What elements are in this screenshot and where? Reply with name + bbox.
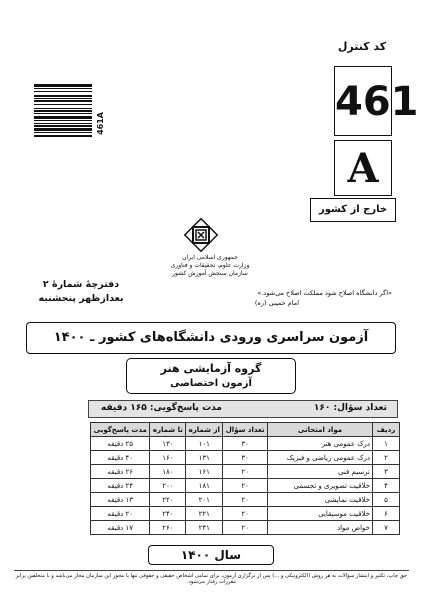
exam-subtitle: آزمون اختصاصی: [170, 378, 252, 389]
org-line-1: جمهوری اسلامی ایران: [182, 254, 238, 261]
cell-question-count: ۲۰: [223, 479, 268, 493]
table-row: [91, 437, 400, 451]
cell-question-count: ۳۰: [223, 451, 268, 465]
cell-row-number: ۷: [373, 521, 400, 535]
cell-row-number: ۴: [373, 479, 400, 493]
cell-to: ۲۶۰: [150, 521, 186, 535]
header-duration: مدت پاسخ‌گویی: [91, 423, 150, 437]
quote-author: امام خمینی (ره): [254, 299, 300, 307]
cell-to: ۱۶۰: [150, 451, 186, 465]
cell-to: ۲۴۰: [150, 507, 186, 521]
table-row: [91, 451, 400, 465]
cell-from: ۲۰۱: [186, 493, 223, 507]
cell-subject: خواص مواد: [268, 521, 373, 535]
cell-to: ۱۸۰: [150, 465, 186, 479]
year-label: سال ۱۴۰۰: [180, 548, 242, 562]
region-box: [310, 198, 396, 222]
cell-subject: ترسیم فنی: [268, 465, 373, 479]
cell-row-number: ۶: [373, 507, 400, 521]
question-count: تعداد سؤال: ۱۶۰: [313, 403, 387, 413]
cell-duration: ۲۵ دقیقه: [91, 437, 150, 451]
cell-from: ۱۰۱: [186, 437, 223, 451]
booklet-number: دفترچهٔ شمارهٔ ۲: [42, 279, 120, 290]
cell-from: ۲۴۱: [186, 521, 223, 535]
cell-duration: ۲۰ دقیقه: [91, 507, 150, 521]
cell-duration: ۴۰ دقیقه: [91, 451, 150, 465]
exam-title: آزمون سراسری ورودی دانشگاه‌های کشور ـ ۱۴۰۰: [53, 330, 369, 345]
cell-subject: خلاقیت تصویری و تجسمی: [268, 479, 373, 493]
cell-question-count: ۳۰: [223, 437, 268, 451]
table-row: [91, 521, 400, 535]
cell-row-number: ۱: [373, 437, 400, 451]
cell-duration: ۱۷ دقیقه: [91, 521, 150, 535]
cell-row-number: ۳: [373, 465, 400, 479]
control-letter-box: [334, 140, 392, 196]
control-number: 461: [335, 79, 419, 125]
cell-subject: خلاقیت نمایشی: [268, 493, 373, 507]
subjects-table: [90, 422, 400, 535]
cell-to: ۱۳۰: [150, 437, 186, 451]
cell-from: ۱۶۱: [186, 465, 223, 479]
cell-subject: درک عمومی هنر: [268, 437, 373, 451]
control-letter: A: [347, 145, 379, 192]
answer-time: مدت پاسخ‌گویی: ۱۶۵ دقیقه: [101, 403, 222, 413]
cell-from: ۲۲۱: [186, 507, 223, 521]
exam-info-bar: [88, 400, 398, 418]
barcode: [34, 84, 92, 180]
table-row: [91, 493, 400, 507]
barcode-text: 461A: [96, 112, 105, 135]
region-label: خارج از کشور: [318, 204, 388, 215]
cell-from: ۱۸۱: [186, 479, 223, 493]
header-subject: مواد امتحانی: [268, 423, 373, 437]
header-from: از شماره: [186, 423, 223, 437]
control-code-label: کد کنترل: [337, 40, 387, 53]
control-number-box: [334, 66, 419, 136]
exam-group: گروه آزمایشی هنر: [160, 362, 262, 375]
table-row: [91, 465, 400, 479]
table-row: [91, 507, 400, 521]
table-row: [91, 479, 400, 493]
cell-question-count: ۲۰: [223, 493, 268, 507]
exam-group-box: [126, 358, 296, 394]
cell-duration: ۱۳ دقیقه: [91, 493, 150, 507]
cell-subject: خلاقیت موسیقایی: [268, 507, 373, 521]
cell-question-count: ۲۰: [223, 507, 268, 521]
cell-row-number: ۲: [373, 451, 400, 465]
cell-to: ۲۲۰: [150, 493, 186, 507]
emblem-logo: [184, 218, 218, 252]
org-line-3: سازمان سنجش آموزش کشور: [172, 270, 248, 277]
cell-subject: درک عمومی ریاضی و فیزیک: [268, 451, 373, 465]
year-box: [148, 545, 274, 565]
cell-row-number: ۵: [373, 493, 400, 507]
copyright-footer: حق چاپ، تکثیر و انتشار سؤالات به هر روش (الکترونیکی و ...) پس از برگزاری آزمون، برای تمامی اشخاص حقیقی و حقوقی تنها با مجوز این سازمان مجاز می‌باشد و با متخلفین برابر مقررات رفتار می‌شود.: [14, 570, 409, 585]
header-to: تا شماره: [150, 423, 186, 437]
cell-from: ۱۳۱: [186, 451, 223, 465]
cell-duration: ۲۶ دقیقه: [91, 465, 150, 479]
cell-question-count: ۲۰: [223, 465, 268, 479]
cell-question-count: ۲۰: [223, 521, 268, 535]
exam-title-box: [26, 322, 396, 354]
booklet-session: بعدازظهر پنجشنبه: [38, 293, 124, 304]
table-header-row: [91, 423, 400, 437]
org-line-2: وزارت علوم، تحقیقات و فناوری: [170, 262, 250, 269]
cell-to: ۲۰۰: [150, 479, 186, 493]
quote-text: «اگر دانشگاه اصلاح شود مملکت اصلاح می‌شود.»: [257, 289, 392, 297]
booklet-info: [26, 278, 136, 306]
header-question-count: تعداد سؤال: [223, 423, 268, 437]
cell-duration: ۲۴ دقیقه: [91, 479, 150, 493]
header-row-number: ردیف: [373, 423, 400, 437]
